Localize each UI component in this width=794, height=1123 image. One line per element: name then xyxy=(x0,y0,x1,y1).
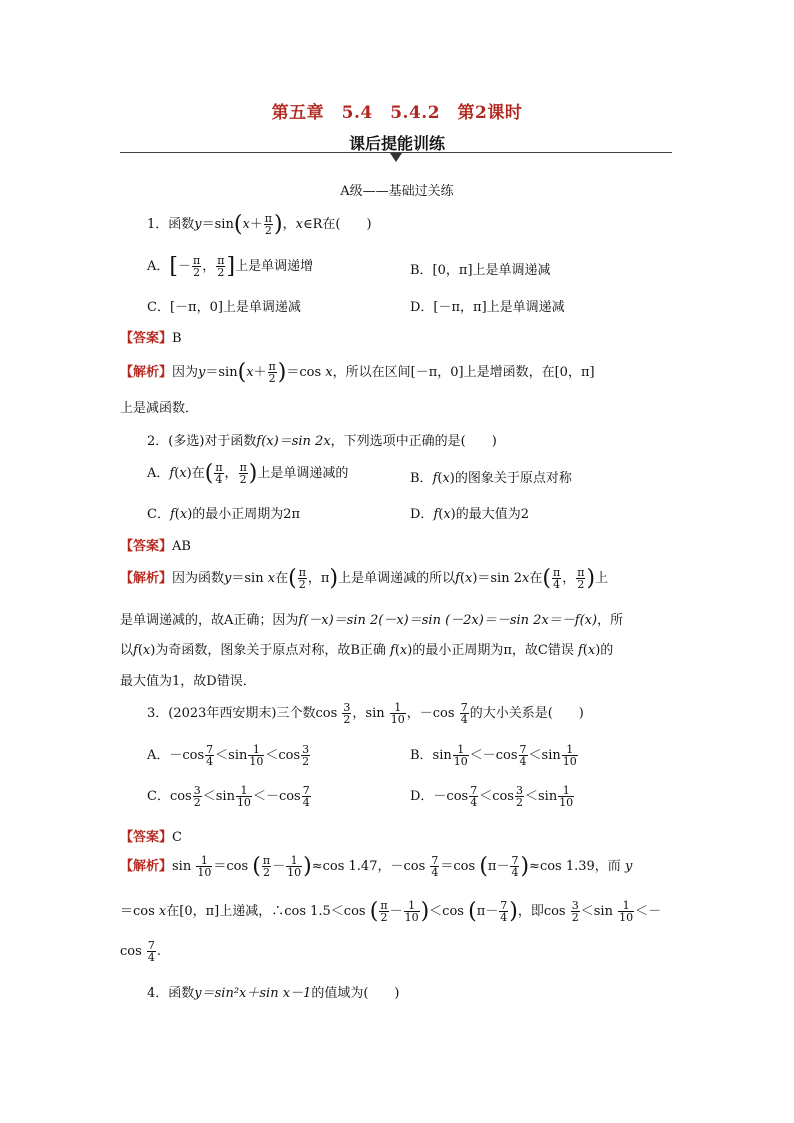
q2-analysis-line2: 是单调递减的，故A正确；因为f(－x)＝sin 2(－x)＝sin (－2x)＝－sin 2x＝－f(x)，所 xyxy=(120,613,624,628)
q2-option-b: B．f(x)的图象关于原点对称 xyxy=(410,471,572,486)
q1-option-b: B．[0，π]上是单调递减 xyxy=(410,263,551,278)
q1-option-d: D．[－π，π]上是单调递减 xyxy=(410,300,565,315)
q3-option-a: A．－cos $\frac{7}{4}$ ＜sin $\frac{1}{10}$ ＜cos $\frac{3}{2}$ xyxy=(147,743,310,768)
q3-analysis-line2: ＝cos x在[0，π]上递减，∴cos 1.5＜cos ( $\frac{\pi}{2}$ － $\frac{1}{10}$ )＜cos (π－ $\frac{7}{4}$ )，即cos $\frac{3}{2}$ ＜sin $\frac{1}{10}$ ＜－ xyxy=(120,899,662,924)
q1-analysis-cont: 上是减函数． xyxy=(120,401,199,416)
q2-stem: 2．(多选)对于函数f(x)＝sin 2x，下列选项中正确的是( ) xyxy=(147,434,497,449)
q1-analysis: 【解析】因为y＝sin(x＋ $\frac{\pi}{2}$ )＝cos x，所以在区间[－π，0]上是增函数，在[0，π] xyxy=(120,360,595,385)
q2-analysis: 【解析】因为函数y＝sin x在( $\frac{\pi}{2}$ ，π)上是单调递减的所以f(x)＝sin 2x在( $\frac{\pi}{4}$ ， $\frac{\pi}{2}$ )上 xyxy=(120,566,609,591)
q3-option-c: C．cos $\frac{3}{2}$ ＜sin $\frac{1}{10}$ ＜－cos $\frac{7}{4}$ xyxy=(147,784,310,809)
q1-stem: 1．函数y＝sin(x＋ $\frac{\pi}{2}$ )，x∈R在( ) xyxy=(147,212,372,237)
q1-option-a: A．[－ $\frac{\pi}{2}$ ， $\frac{\pi}{2}$ ]上是单调递增 xyxy=(147,254,314,279)
q2-analysis-line4: 最大值为1，故D错误． xyxy=(120,674,256,689)
q3-analysis-line3: cos $\frac{7}{4}$ . xyxy=(120,939,162,964)
section-heading: A级——基础过关练 xyxy=(340,184,454,199)
q2-answer: 【答案】AB xyxy=(120,539,191,554)
triangle-marker-icon xyxy=(390,153,402,162)
q3-stem: 3．(2023年西安期末)三个数cos $\frac{3}{2}$ ，sin $\frac{1}{10}$ ，－cos $\frac{7}{4}$ 的大小关系是( ) xyxy=(147,701,584,726)
q3-option-b: B．sin $\frac{1}{10}$ ＜－cos $\frac{7}{4}$ ＜sin $\frac{1}{10}$ xyxy=(410,743,577,768)
q1-answer: 【答案】B xyxy=(120,331,182,346)
q3-analysis: 【解析】sin $\frac{1}{10}$ ＝cos ( $\frac{\pi}{2}$ － $\frac{1}{10}$ )≈cos 1.47，－cos $\frac{7}{4}$ ＝cos (π－ $\frac{7}{4}$ )≈cos 1.39，而 y xyxy=(120,854,633,879)
q1-option-c: C．[－π，0]上是单调递减 xyxy=(147,300,301,315)
q3-option-d: D．－cos $\frac{7}{4}$ ＜cos $\frac{3}{2}$ ＜sin $\frac{1}{10}$ xyxy=(410,784,574,809)
q2-option-a: A．f(x)在( $\frac{\pi}{4}$ ， $\frac{\pi}{2}$ )上是单调递减的 xyxy=(147,461,349,486)
q2-analysis-line3: 以f(x)为奇函数，图象关于原点对称，故B正确 f(x)的最小正周期为π，故C错误 f(x)的 xyxy=(120,643,614,658)
q2-option-c: C．f(x)的最小正周期为2π xyxy=(147,507,301,522)
page-subtitle: 课后提能训练 xyxy=(348,134,445,153)
q4-stem: 4．函数y＝sin²x＋sin x－1的值域为( ) xyxy=(147,986,400,1001)
page-title: 第五章 5.4 5.4.2 第2课时 xyxy=(271,103,523,123)
q2-option-d: D．f(x)的最大值为2 xyxy=(410,507,530,522)
q3-answer: 【答案】C xyxy=(120,830,182,845)
